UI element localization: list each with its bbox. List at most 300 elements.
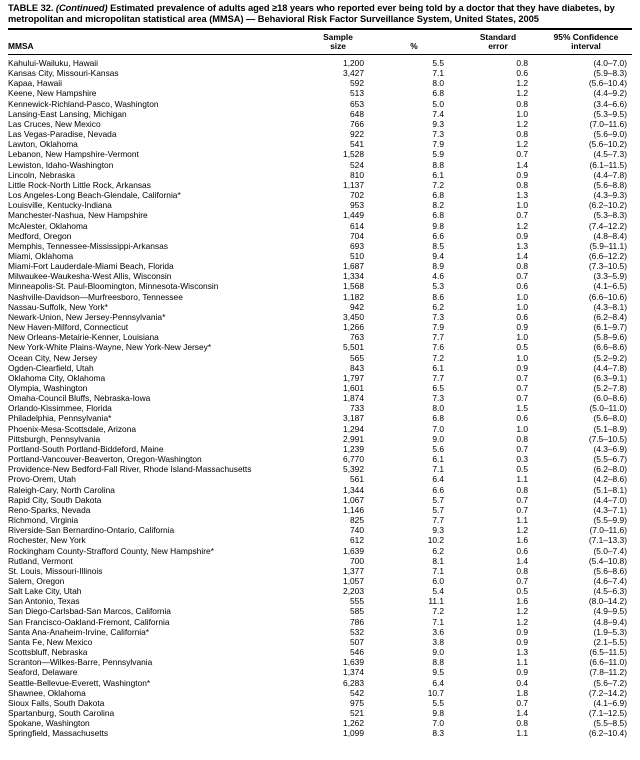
- percent-cell: 8.5: [432, 240, 444, 251]
- sample-size-cell: 532: [350, 626, 364, 637]
- standard-error-cell: 0.8: [516, 433, 528, 444]
- percent-cell: 7.1: [432, 616, 444, 627]
- confidence-interval-cell: (4.3–9.3): [593, 190, 627, 201]
- mmsa-cell: Portland-Vancouver-Beaverton, Oregon-Washington: [8, 454, 202, 465]
- mmsa-cell: Scottsbluff, Nebraska: [8, 647, 88, 658]
- mmsa-cell: Seaford, Delaware: [8, 667, 78, 678]
- mmsa-cell: Kansas City, Missouri-Kansas: [8, 68, 119, 79]
- percent-cell: 9.3: [432, 118, 444, 129]
- confidence-interval-cell: (4.2–8.6): [593, 474, 627, 485]
- table-row: [8, 129, 632, 139]
- table-row: [8, 393, 632, 403]
- confidence-interval-cell: (2.1–5.5): [593, 636, 627, 647]
- mmsa-cell: Richmond, Virginia: [8, 515, 79, 526]
- table-row: [8, 474, 632, 484]
- sample-size-cell: 653: [350, 98, 364, 109]
- mmsa-cell: Riverside-San Bernardino-Ontario, California: [8, 525, 175, 536]
- percent-cell: 5.7: [432, 504, 444, 515]
- sample-size-cell: 1,239: [343, 443, 364, 454]
- table-row: [8, 403, 632, 413]
- standard-error-cell: 0.7: [516, 443, 528, 454]
- mmsa-cell: Santa Fe, New Mexico: [8, 636, 93, 647]
- mmsa-cell: Santa Ana-Anaheim-Irvine, California*: [8, 626, 150, 637]
- percent-cell: 5.4: [432, 586, 444, 597]
- table-row: [8, 413, 632, 423]
- confidence-interval-cell: (5.6–8.6): [593, 565, 627, 576]
- sample-size-cell: 510: [350, 250, 364, 261]
- percent-cell: 5.5: [432, 58, 444, 68]
- sample-size-cell: 1,067: [343, 494, 364, 505]
- standard-error-cell: 0.9: [516, 230, 528, 241]
- percent-cell: 9.4: [432, 250, 444, 261]
- mmsa-cell: Oklahoma City, Oklahoma: [8, 372, 106, 383]
- mmsa-cell: Nashville-Davidson—Murfreesboro, Tennessee: [8, 291, 183, 302]
- percent-cell: 6.1: [432, 169, 444, 180]
- table-row: [8, 139, 632, 149]
- standard-error-cell: 0.8: [516, 98, 528, 109]
- table-row: [8, 55, 632, 69]
- confidence-interval-cell: (7.0–11.6): [589, 525, 627, 536]
- table-row: [8, 149, 632, 159]
- standard-error-cell: 1.2: [516, 525, 528, 536]
- confidence-interval-cell: (5.6–10.2): [588, 139, 627, 150]
- sample-size-cell: 1,266: [343, 322, 364, 333]
- mmsa-cell: Ogden-Clearfield, Utah: [8, 362, 94, 373]
- sample-size-cell: 1,182: [343, 291, 364, 302]
- mmsa-cell: New York-White Plains-Wayne, New York-New Jersey*: [8, 342, 212, 353]
- percent-cell: 4.6: [432, 271, 444, 282]
- percent-cell: 6.6: [432, 230, 444, 241]
- table-row: [8, 200, 632, 210]
- percent-cell: 7.1: [432, 68, 444, 79]
- percent-cell: 7.9: [432, 322, 444, 333]
- sample-size-cell: 1,601: [343, 383, 364, 393]
- table-row: [8, 454, 632, 464]
- standard-error-cell: 0.9: [516, 636, 528, 647]
- sample-size-cell: 507: [350, 636, 364, 647]
- percent-cell: 7.1: [432, 464, 444, 475]
- standard-error-cell: 0.5: [516, 464, 528, 475]
- standard-error-cell: 1.3: [516, 240, 528, 251]
- table-row: [8, 627, 632, 637]
- standard-error-cell: 1.2: [516, 139, 528, 150]
- sample-size-cell: 1,797: [343, 372, 364, 383]
- sample-size-cell: 585: [350, 606, 364, 617]
- sample-size-cell: 648: [350, 108, 364, 119]
- sample-size-cell: 524: [350, 159, 364, 170]
- percent-cell: 8.2: [432, 200, 444, 211]
- standard-error-cell: 0.8: [516, 484, 528, 495]
- confidence-interval-cell: (4.8–9.4): [593, 616, 627, 627]
- mmsa-cell: Reno-Sparks, Nevada: [8, 504, 91, 515]
- table-row: [8, 302, 632, 312]
- table-row: [8, 525, 632, 535]
- sample-size-cell: 1,137: [343, 179, 364, 190]
- confidence-interval-cell: (4.9–9.5): [593, 606, 627, 617]
- confidence-interval-cell: (5.5–6.7): [593, 454, 627, 465]
- percent-cell: 5.0: [432, 98, 444, 109]
- table-row: [8, 109, 632, 119]
- sample-size-cell: 1,200: [343, 58, 364, 68]
- confidence-interval-cell: (5.5–9.9): [593, 515, 627, 526]
- standard-error-cell: 0.7: [516, 494, 528, 505]
- confidence-interval-cell: (5.2–9.2): [593, 352, 627, 363]
- table-row: [8, 99, 632, 109]
- mmsa-cell: Lincoln, Nebraska: [8, 169, 76, 180]
- standard-error-cell: 1.0: [516, 332, 528, 343]
- mmsa-cell: Springfield, Massachusetts: [8, 728, 109, 739]
- standard-error-cell: 0.9: [516, 169, 528, 180]
- percent-cell: 9.8: [432, 708, 444, 718]
- percent-cell: 7.0: [432, 718, 444, 729]
- confidence-interval-cell: (4.3–6.9): [593, 443, 627, 454]
- mmsa-cell: Seattle-Bellevue-Everett, Washington*: [8, 677, 151, 688]
- standard-error-cell: 0.5: [516, 342, 528, 353]
- confidence-interval-cell: (5.5–8.5): [593, 718, 627, 729]
- sample-size-cell: 1,568: [343, 281, 364, 292]
- percent-cell: 10.2: [427, 535, 444, 546]
- mmsa-cell: San Antonio, Texas: [8, 596, 80, 607]
- confidence-interval-cell: (4.1–6.9): [593, 697, 627, 708]
- mmsa-cell: Rockingham County-Strafford County, New Hampshire*: [8, 545, 214, 556]
- confidence-interval-cell: (3.4–6.6): [593, 98, 627, 109]
- table-row: [8, 292, 632, 302]
- confidence-interval-cell: (6.3–9.1): [593, 372, 627, 383]
- table-row: [8, 647, 632, 657]
- table-row: [8, 190, 632, 200]
- confidence-interval-cell: (6.2–8.0): [593, 464, 627, 475]
- percent-cell: 7.3: [432, 393, 444, 404]
- percent-cell: 5.9: [432, 149, 444, 160]
- confidence-interval-cell: (5.4–10.8): [588, 555, 627, 566]
- percent-cell: 8.6: [432, 291, 444, 302]
- confidence-interval-cell: (7.2–14.2): [588, 687, 627, 698]
- percent-cell: 3.6: [432, 626, 444, 637]
- standard-error-cell: 0.8: [516, 565, 528, 576]
- percent-cell: 7.4: [432, 108, 444, 119]
- confidence-interval-cell: (6.6–8.6): [593, 342, 627, 353]
- table-row: [8, 251, 632, 261]
- sample-size-cell: 1,146: [343, 504, 364, 515]
- table-row: [8, 353, 632, 363]
- column-header-standard-error: Standard error: [456, 30, 540, 55]
- standard-error-cell: 1.6: [516, 596, 528, 607]
- sample-size-cell: 521: [350, 708, 364, 718]
- standard-error-cell: 0.4: [516, 677, 528, 688]
- confidence-interval-cell: (6.1–11.5): [589, 159, 627, 170]
- mmsa-cell: Ocean City, New Jersey: [8, 352, 98, 363]
- standard-error-cell: 0.9: [516, 362, 528, 373]
- confidence-interval-cell: (7.1–12.5): [588, 708, 627, 718]
- percent-cell: 6.8: [432, 210, 444, 221]
- column-header-mmsa: MMSA: [8, 30, 304, 55]
- table-title: [8, 3, 632, 26]
- standard-error-cell: 1.2: [516, 616, 528, 627]
- percent-cell: 8.3: [432, 728, 444, 739]
- percent-cell: 8.1: [432, 555, 444, 566]
- table-row: [8, 434, 632, 444]
- standard-error-cell: 0.7: [516, 372, 528, 383]
- confidence-interval-cell: (5.1–8.9): [593, 423, 627, 434]
- sample-size-cell: 700: [350, 555, 364, 566]
- percent-cell: 10.7: [427, 687, 444, 698]
- confidence-interval-cell: (7.8–11.2): [589, 667, 627, 678]
- sample-size-cell: 6,283: [343, 677, 364, 688]
- table-row: [8, 667, 632, 677]
- sample-size-cell: 953: [350, 200, 364, 211]
- sample-size-cell: 810: [350, 169, 364, 180]
- table-row: [8, 241, 632, 251]
- table-row: [8, 221, 632, 231]
- standard-error-cell: 1.4: [516, 555, 528, 566]
- percent-cell: 9.0: [432, 647, 444, 658]
- mmsa-cell: Spartanburg, South Carolina: [8, 708, 115, 718]
- table-row: [8, 698, 632, 708]
- sample-size-cell: 3,427: [343, 68, 364, 79]
- mmsa-cell: Spokane, Washington: [8, 718, 90, 729]
- standard-error-cell: 0.8: [516, 129, 528, 140]
- table-row: [8, 637, 632, 647]
- table-row: [8, 160, 632, 170]
- standard-error-cell: 1.1: [516, 657, 528, 668]
- standard-error-cell: 1.2: [516, 78, 528, 89]
- sample-size-cell: 1,639: [343, 657, 364, 668]
- mmsa-cell: Miami, Oklahoma: [8, 250, 74, 261]
- standard-error-cell: 1.0: [516, 108, 528, 119]
- mmsa-cell: New Haven-Milford, Connecticut: [8, 322, 129, 333]
- mmsa-cell: Olympia, Washington: [8, 383, 88, 393]
- percent-cell: 7.7: [432, 372, 444, 383]
- table-row: [8, 586, 632, 596]
- percent-cell: 6.8: [432, 413, 444, 424]
- confidence-interval-cell: (4.1–6.5): [593, 281, 627, 292]
- standard-error-cell: 0.6: [516, 413, 528, 424]
- standard-error-cell: 0.5: [516, 586, 528, 597]
- table-row: [8, 170, 632, 180]
- mmsa-cell: Little Rock-North Little Rock, Arkansas: [8, 179, 151, 190]
- confidence-interval-cell: (4.4–7.8): [593, 169, 627, 180]
- confidence-interval-cell: (6.1–9.7): [593, 322, 627, 333]
- confidence-interval-cell: (4.5–7.3): [593, 149, 627, 160]
- standard-error-cell: 1.1: [516, 515, 528, 526]
- confidence-interval-cell: (5.9–11.1): [589, 240, 627, 251]
- table-row: [8, 688, 632, 698]
- percent-cell: 6.4: [432, 677, 444, 688]
- confidence-interval-cell: (7.3–10.5): [588, 261, 627, 272]
- percent-cell: 9.5: [432, 667, 444, 678]
- table-row: [8, 271, 632, 281]
- standard-error-cell: 1.2: [516, 220, 528, 231]
- mmsa-cell: Lewiston, Idaho-Washington: [8, 159, 114, 170]
- confidence-interval-cell: (5.0–11.0): [589, 403, 627, 414]
- mmsa-cell: Raleigh-Cary, North Carolina: [8, 484, 115, 495]
- standard-error-cell: 0.8: [516, 179, 528, 190]
- sample-size-cell: 693: [350, 240, 364, 251]
- table-row: [8, 332, 632, 342]
- table-row: [8, 657, 632, 667]
- mmsa-cell: Lebanon, New Hampshire-Vermont: [8, 149, 139, 160]
- confidence-interval-cell: (5.9–8.3): [593, 68, 627, 79]
- confidence-interval-cell: (5.6–10.4): [588, 78, 627, 89]
- sample-size-cell: 733: [350, 403, 364, 414]
- table-row: [8, 485, 632, 495]
- confidence-interval-cell: (5.3–9.5): [593, 108, 627, 119]
- mmsa-cell: Orlando-Kissimmee, Florida: [8, 403, 112, 414]
- sample-size-cell: 1,528: [343, 149, 364, 160]
- mmsa-cell: Lansing-East Lansing, Michigan: [8, 108, 127, 119]
- sample-size-cell: 2,203: [343, 586, 364, 597]
- standard-error-cell: 0.3: [516, 454, 528, 465]
- sample-size-cell: 614: [350, 220, 364, 231]
- mmsa-cell: Salem, Oregon: [8, 575, 65, 586]
- mmsa-cell: Philadelphia, Pennsylvania*: [8, 413, 112, 424]
- percent-cell: 6.4: [432, 474, 444, 485]
- sample-size-cell: 1,687: [343, 261, 364, 272]
- confidence-interval-cell: (1.9–5.3): [593, 626, 627, 637]
- mmsa-cell: Portland-South Portland-Biddeford, Maine: [8, 443, 164, 454]
- standard-error-cell: 1.2: [516, 606, 528, 617]
- mmsa-cell: Nassau-Suffolk, New York*: [8, 301, 108, 312]
- sample-size-cell: 5,392: [343, 464, 364, 475]
- table-row: [8, 210, 632, 220]
- table-row: [8, 373, 632, 383]
- mmsa-cell: New Orleans-Metairie-Kenner, Louisiana: [8, 332, 159, 343]
- sample-size-cell: 6,770: [343, 454, 364, 465]
- standard-error-cell: 1.4: [516, 250, 528, 261]
- confidence-interval-cell: (4.5–6.3): [593, 586, 627, 597]
- table-row: [8, 464, 632, 474]
- sample-size-cell: 1,294: [343, 423, 364, 434]
- mmsa-cell: Los Angeles-Long Beach-Glendale, California*: [8, 190, 181, 201]
- standard-error-cell: 0.7: [516, 504, 528, 515]
- standard-error-cell: 1.4: [516, 708, 528, 718]
- confidence-interval-cell: (5.6–8.8): [593, 179, 627, 190]
- standard-error-cell: 0.7: [516, 383, 528, 393]
- mmsa-cell: Provo-Orem, Utah: [8, 474, 76, 485]
- confidence-interval-cell: (4.3–8.1): [593, 301, 627, 312]
- mmsa-cell: Manchester-Nashua, New Hampshire: [8, 210, 148, 221]
- standard-error-cell: 1.0: [516, 301, 528, 312]
- mmsa-cell: Milwaukee-Waukesha-West Allis, Wisconsin: [8, 271, 172, 282]
- standard-error-cell: 0.7: [516, 210, 528, 221]
- sample-size-cell: 942: [350, 301, 364, 312]
- percent-cell: 6.1: [432, 362, 444, 373]
- percent-cell: 9.3: [432, 525, 444, 536]
- confidence-interval-cell: (5.6–8.0): [593, 413, 627, 424]
- sample-size-cell: 1,057: [343, 575, 364, 586]
- percent-cell: 6.5: [432, 383, 444, 393]
- standard-error-cell: 0.7: [516, 149, 528, 160]
- sample-size-cell: 763: [350, 332, 364, 343]
- confidence-interval-cell: (6.5–11.5): [589, 647, 627, 658]
- standard-error-cell: 0.7: [516, 271, 528, 282]
- table-row: [8, 535, 632, 545]
- table-row: [8, 231, 632, 241]
- sample-size-cell: 1,377: [343, 565, 364, 576]
- mmsa-cell: San Francisco-Oakland-Fremont, California: [8, 616, 170, 627]
- mmsa-cell: Sioux Falls, South Dakota: [8, 697, 105, 708]
- table-row: [8, 342, 632, 352]
- mmsa-cell: Salt Lake City, Utah: [8, 586, 82, 597]
- table-row: [8, 718, 632, 728]
- sample-size-cell: 3,450: [343, 311, 364, 322]
- table-row: [8, 68, 632, 78]
- sample-size-cell: 1,374: [343, 667, 364, 678]
- mmsa-cell: Keene, New Hampshire: [8, 88, 97, 99]
- table-row: [8, 180, 632, 190]
- sample-size-cell: 1,099: [343, 728, 364, 739]
- sample-size-cell: 541: [350, 139, 364, 150]
- confidence-interval-cell: (5.6–9.0): [593, 129, 627, 140]
- confidence-interval-cell: (6.6–10.6): [588, 291, 627, 302]
- sample-size-cell: 1,344: [343, 484, 364, 495]
- confidence-interval-cell: (5.1–8.1): [593, 484, 627, 495]
- table-row: [8, 596, 632, 606]
- mmsa-cell: Providence-New Bedford-Fall River, Rhode Island-Massachusetts: [8, 464, 252, 475]
- standard-error-cell: 1.0: [516, 423, 528, 434]
- sample-size-cell: 922: [350, 129, 364, 140]
- standard-error-cell: 0.8: [516, 718, 528, 729]
- table-row: [8, 322, 632, 332]
- percent-cell: 5.3: [432, 281, 444, 292]
- percent-cell: 5.7: [432, 494, 444, 505]
- confidence-interval-cell: (3.3–5.9): [593, 271, 627, 282]
- mmsa-cell: Shawnee, Oklahoma: [8, 687, 86, 698]
- percent-cell: 7.7: [432, 332, 444, 343]
- mmsa-cell: Rutland, Vermont: [8, 555, 73, 566]
- mmsa-cell: Pittsburgh, Pennsylvania: [8, 433, 101, 444]
- standard-error-cell: 0.7: [516, 393, 528, 404]
- percent-cell: 7.0: [432, 423, 444, 434]
- sample-size-cell: 843: [350, 362, 364, 373]
- confidence-interval-cell: (5.3–8.3): [593, 210, 627, 221]
- confidence-interval-cell: (6.2–10.4): [588, 728, 627, 739]
- sample-size-cell: 565: [350, 352, 364, 363]
- standard-error-cell: 1.5: [516, 403, 528, 414]
- standard-error-cell: 0.6: [516, 281, 528, 292]
- table-row: [8, 281, 632, 291]
- percent-cell: 11.1: [428, 596, 444, 607]
- confidence-interval-cell: (4.8–8.4): [593, 230, 627, 241]
- confidence-interval-cell: (5.8–9.6): [593, 332, 627, 343]
- percent-cell: 7.2: [432, 606, 444, 617]
- mmsa-cell: Medford, Oregon: [8, 230, 72, 241]
- confidence-interval-cell: (7.5–10.5): [588, 433, 627, 444]
- standard-error-cell: 1.0: [516, 352, 528, 363]
- standard-error-cell: 0.7: [516, 575, 528, 586]
- confidence-interval-cell: (4.3–7.1): [593, 504, 627, 515]
- percent-cell: 8.0: [432, 78, 444, 89]
- sample-size-cell: 612: [350, 535, 364, 546]
- standard-error-cell: 1.3: [516, 190, 528, 201]
- table-row: [8, 566, 632, 576]
- standard-error-cell: 1.6: [516, 535, 528, 546]
- percent-cell: 3.8: [432, 636, 444, 647]
- table-row: [8, 424, 632, 434]
- percent-cell: 6.0: [432, 575, 444, 586]
- mmsa-cell: Las Vegas-Paradise, Nevada: [8, 129, 117, 140]
- table-row: [8, 119, 632, 129]
- table-title-prefix: TABLE 32.: [8, 3, 54, 13]
- percent-cell: 6.2: [432, 545, 444, 556]
- mmsa-cell: Scranton—Wilkes-Barre, Pennsylvania: [8, 657, 153, 668]
- sample-size-cell: 592: [350, 78, 364, 89]
- sample-size-cell: 786: [350, 616, 364, 627]
- sample-size-cell: 542: [350, 687, 364, 698]
- percent-cell: 5.5: [432, 697, 444, 708]
- standard-error-cell: 0.6: [516, 545, 528, 556]
- confidence-interval-cell: (4.0–7.0): [593, 58, 627, 68]
